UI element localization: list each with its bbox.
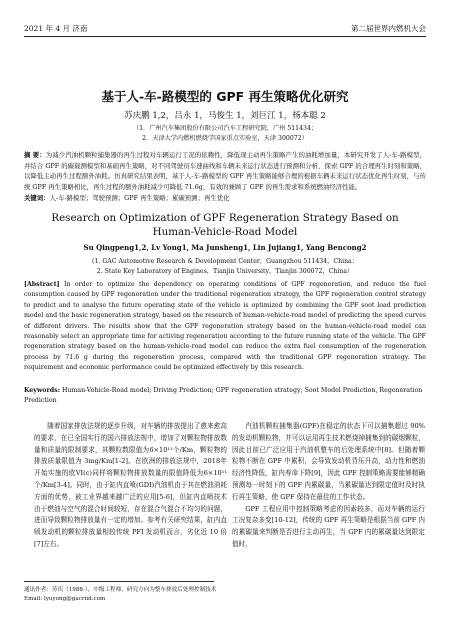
cn-abstract-label: 摘 要： [24,151,46,159]
cn-authors: 苏庆鹏 1,2，吕永 1，马俊生 1，刘巨江 1，杨本聪 2 [124,111,326,121]
cn-keywords-label: 关键词： [24,194,50,202]
cn-keywords [24,193,426,202]
body-paragraph: GPF 工程应用中控制策略考虑的因素较多，而对车辆的运行工况复杂多变[10-12]，传统的 GPF 再生策略是根据当前 GPF 内的累碳量来判断是否进行主动再生，当 GPF 内的累碳量达到限定值时， [232,504,425,548]
en-title: Research on Optimization of GPF Regeneration Strategy Based on Human-Vehicle-Road Model [51,212,399,238]
en-authors: Su Qingpeng1,2, Lv Yong1, Ma Junsheng1, Lin Jujiang1, Yang Bencong2 [83,243,367,252]
footnote-email: Email: lyuyong@gacrnd.com [24,596,106,602]
body-paragraph: 汽油机颗粒捕集器(GPF)在稳定的状态下可以捕集超过 90%的发动机颗粒物，并可以运用再生技术燃烧掉捕集到的碳烟颗粒，因此目前已广泛应用于汽油机整车的后处理系统中[8]。但随着颗粒物不断在 GPF 中累积，会导致发动机背压升高，动力性和燃油经济性降低，缸内寿命下降[9]，因此 GPF 控制策略需要能够精确预测每一时刻下的 GPF 内累碳量，当累碳量达到限定值时及时执行再生策略，使 GPF 保持在最佳的工作状态。 [232,422,425,501]
cn-affiliations [0,124,450,144]
header-date-location: 2021 年 4 月 济南 [24,24,88,33]
body-column-left [34,421,227,551]
footnote [24,586,216,604]
cn-affiliation: 2．天津大学内燃机燃烧学国家重点实验室，天津 300072） [142,135,308,142]
en-affiliation: (1. GAC Automotive Research & Development Center，Guangzhou 511434，China； [92,258,358,265]
cn-abstract-text: 为减少汽油机颗粒捕集器的再生过程对车辆运行工况的依赖性，降低现主动再生策略产生的油耗增加量，本研究开发了人-车-路模型，并结合 GPF 的碳载测模型和基础再生策略，对不同驾驶员车速曲线和车辆未来运行状态进行预测和分析，探索 GPF 的合理再生时刻和策略，以降低主动再生过程额外油耗。仿真研究结果表明，基于人-车-路模型的 GPF 再生策略能够合理的根据车辆未来运行状态优化再生时刻，与传统 GPF 再生策略相比，再生过程的额外油耗减少可降低 71.6g，有效的兼顾了 GPF 的再生需求和系统燃油经济性能。 [24,151,426,191]
cn-abstract [24,150,426,192]
body-paragraph: 随着国家排放法规的逐步升级，对车辆的排放提出了愈来愈高的要求，在已全国实行的国六排放法规中，增加了对颗粒物排放数量和质量的限制要求，其颗粒数限值为6×10¹¹个/Km，颗粒物的排放质量限值为 3mg/Km[1-2]。在欧洲的排放法规中，2018年开始实施的欧VI(c)同样将颗粒物排放数量的限值降低为6×10¹¹个/Km[3-4]。同时，由于缸内直喷(GDI)汽油机由于其在燃油消耗方面的优势，被工业界越来越广泛的应用[5-6]，但缸内直喷技术由于燃油与空气的混合时间较短，存在混合气混合不均匀的问题，进而导致颗粒物排放量有一定的增加。参考有关研究结果，缸内直喷发动机的颗粒排放量相较传统 PFI 发动机而言，劣化近 10 倍[7]左右。 [34,422,227,548]
footnote-rule [24,581,214,582]
en-keywords [24,386,426,407]
en-abstract-text: In order to optimize the dependency on operating conditions of GPF regeneration, and reduce the fuel consumption caused by GPF regeneration under the traditional regeneration strategy, the GPF regeneration control strategy to predict and to analyse the future operating state of the vehicle is optimized by combining the GPF soot load prediction model and the basic regeneration strategy, based on the research of human-vehicle-road model of predicting the speed curves of different drivers. The results show that the GPF regeneration strategy based on the human-vehicle-road model can reasonably select an appropriate time for activing regeneration according to the future running state of the vehicle. The GPF regeneration strategy based on the human-vehicle-road model can reduce the extra fuel consumption of the regeneration process by 71.6 g during the regeneration process, compared with the traditional GPF regeneration strategy. The requirement and economic performance could be optimized effectively by this research. [24,281,426,372]
en-affiliation: 2. State Key Laboratory of Engines，Tianjin University，Tianjin 300072，China） [96,268,354,275]
footnote-author-bio: 通讯作者：苏庆（1988-），中级工程师，研究方向为整车排放后处理控制技术 [24,587,217,593]
en-affiliations [0,257,450,277]
cn-keywords-text: 人-车-路模型；驾驶预测；GPF 再生策略；累碳预测；再生优化 [49,194,230,202]
header-rule [24,36,426,37]
en-keywords-label: Keywords: [24,387,60,394]
cn-affiliation: （1．广州汽车集团股份有限公司汽车工程研究院，广州 511434； [132,125,318,132]
body-column-right [232,421,425,551]
running-header [24,23,426,34]
en-abstract [24,280,426,374]
en-abstract-label: [Abstract] [24,281,60,288]
cn-title: 基于人-车-路模型的 GPF 再生策略优化研究 [101,89,349,104]
header-conference: 第二届世界内燃机大会 [351,24,426,33]
en-keywords-text: Human-Vehicle-Road model; Driving Prediction; GPF regeneration strategy; Soot Model Prediction, Regeneration Prediction [24,387,423,405]
